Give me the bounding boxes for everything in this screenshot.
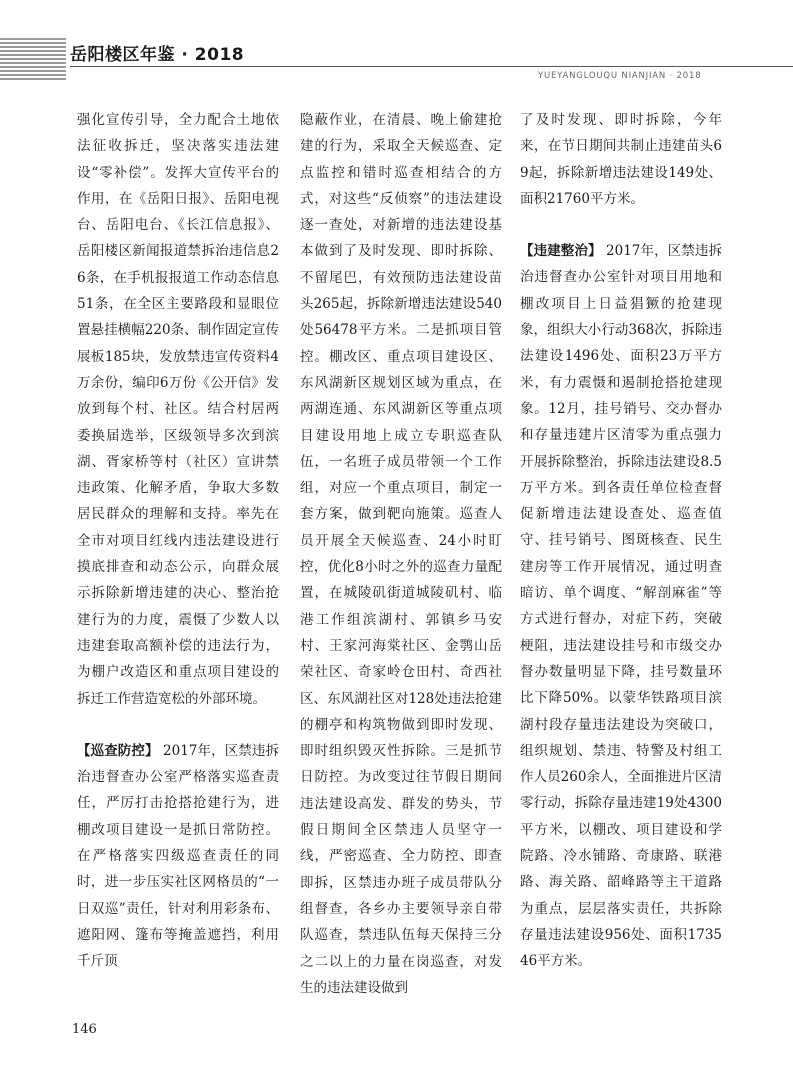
paragraph-patrol-control: [77, 738, 279, 975]
page-number: 146: [72, 1022, 97, 1037]
section-body: 2017年，区禁违拆治违督查办公室针对项目用地和棚改项目上日益猖獗的抢建现象，组织大小行动368次，拆除违法建设1496处、面积23万平方米，有力震慑和遏制抢搭抢建现象。12月，挂号销号、交办督办和存量违建片区清零为重点强力开展拆除整治，拆除违法建设8.5万平方米。到各责任单位检查督促新增违法建设查处、巡查值守、挂号销号、图斑核查、民生建房等工作开展情况，通过明查暗访、单个调度、“解剖麻雀”等方式进行督办，对症下药，突破梗阻，违法建设挂号和市级交办督办数量明显下降，挂号数量环比下降50%。以蒙华铁路项目滨湖村段存量违法建设为突破口，组织规划、禁违、特警及村组工作人员260余人，全面推进片区清零行动，拆除存量违建19处4300平方米，以棚改、项目建设和学院路、冷水铺路、奇康路、联港路、海关路、韶峰路等主干道路为重点，层层落实责任，共拆除存量违法建设956处、面积173546平方米。: [520, 243, 723, 970]
paragraph: 强化宣传引导，全力配合土地依法征收拆迁，坚决落实违法建设“零补偿”。发挥大宣传平台的作用，在《岳阳日报》、岳阳电视台、岳阳电台、《长江信息报》、岳阳楼区新闻报道禁拆治违信息26条，在手机报报道工作动态信息51条，在全区主要路段和显眼位置悬挂横幅220条、制作固定宣传展板185块，发放禁违宣传资料4万余份，编印6万份《公开信》发放到每个村、社区。结合村居两委换届选举，区级领导多次到滨湖、胥家桥等村（社区）宣讲禁违政策、化解矛盾，争取大多数居民群众的理解和支持。率先在全市对项目红线内违法建设进行摸底排查和动态公示，向群众展示拆除新增违建的决心、整治抢建行为的力度，震慑了少数人以违建套取高额补偿的违法行为，为棚户改造区和重点项目建设的拆迁工作营造宽松的外部环境。: [77, 112, 279, 707]
section-title-rectification: 【违建整治】: [520, 243, 602, 260]
header-rule: [70, 66, 793, 67]
header-stripes-decoration: [0, 38, 66, 82]
page-header: [0, 38, 793, 88]
running-title: 岳阳楼区年鉴 · 2018: [70, 45, 245, 65]
section-title-patrol-control: 【巡查防控】: [77, 742, 159, 759]
running-subtitle: YUEYANGLOUQU NIANJIAN · 2018: [538, 71, 702, 81]
paragraph-illegal-construction-rectification: [520, 238, 722, 974]
section-body: 2017年，区禁违拆治违督查办公室严格落实巡查责任，严厉打击抢搭抢建行为，进棚改项目建设一是抓日常防控。在严格落实四级巡查责任的同时，进一步压实社区网格员的“一日双巡”责任，针对利用彩条布、遮阳网、篷布等掩盖遮挡，利用千斤顶: [77, 742, 280, 970]
text-column-3: [520, 107, 722, 975]
paragraph: 了及时发现、即时拆除，今年来，在节日期间共制止违建苗头69起，拆除新增违法建设149处、面积21760平方米。: [520, 112, 722, 207]
text-column-2: [300, 107, 502, 1001]
paragraph: 隐蔽作业，在清晨、晚上偷建抢建的行为，采取全天候巡查、定点监控和错时巡查相结合的方式，对这些“反侦察”的违法建设逐一查处，对新增的违法建设基本做到了及时发现、即时拆除、不留尾巴，有效预防违法建设苗头265起，拆除新增违法建设540处56478平方米。二是抓项目管控。棚改区、重点项目建设区、东风湖新区规划区域为重点，在两湖连通、东风湖新区等重点项目建设用地上成立专职巡查队伍，一名班子成员带领一个工作组，对应一个重点项目，制定一套方案，做到靶向施策。巡查人员开展全天候巡查、24小时盯控，优化8小时之外的巡查力量配置，在城陵矶街道城陵矶村、临港工作组滨湖村、郭镇乡马安村、王家河海棠社区、金鹗山岳荣社区、奇家岭仓田村、奇西社区、东风湖社区对128处违法抢建的棚亭和构筑物做到即时发现、即时组织毁灭性拆除。三是抓节日防控。为改变过往节假日期间违法建设高发、群发的势头，节假日期间全区禁违人员坚守一线，严密巡查、全力防控、即查即拆，区禁违办班子成员带队分组督查，各乡办主要领导亲自带队巡查，禁违队伍每天保持三分之二以上的力量在岗巡查，对发生的违法建设做到: [300, 112, 502, 996]
text-column-1: [77, 107, 279, 975]
